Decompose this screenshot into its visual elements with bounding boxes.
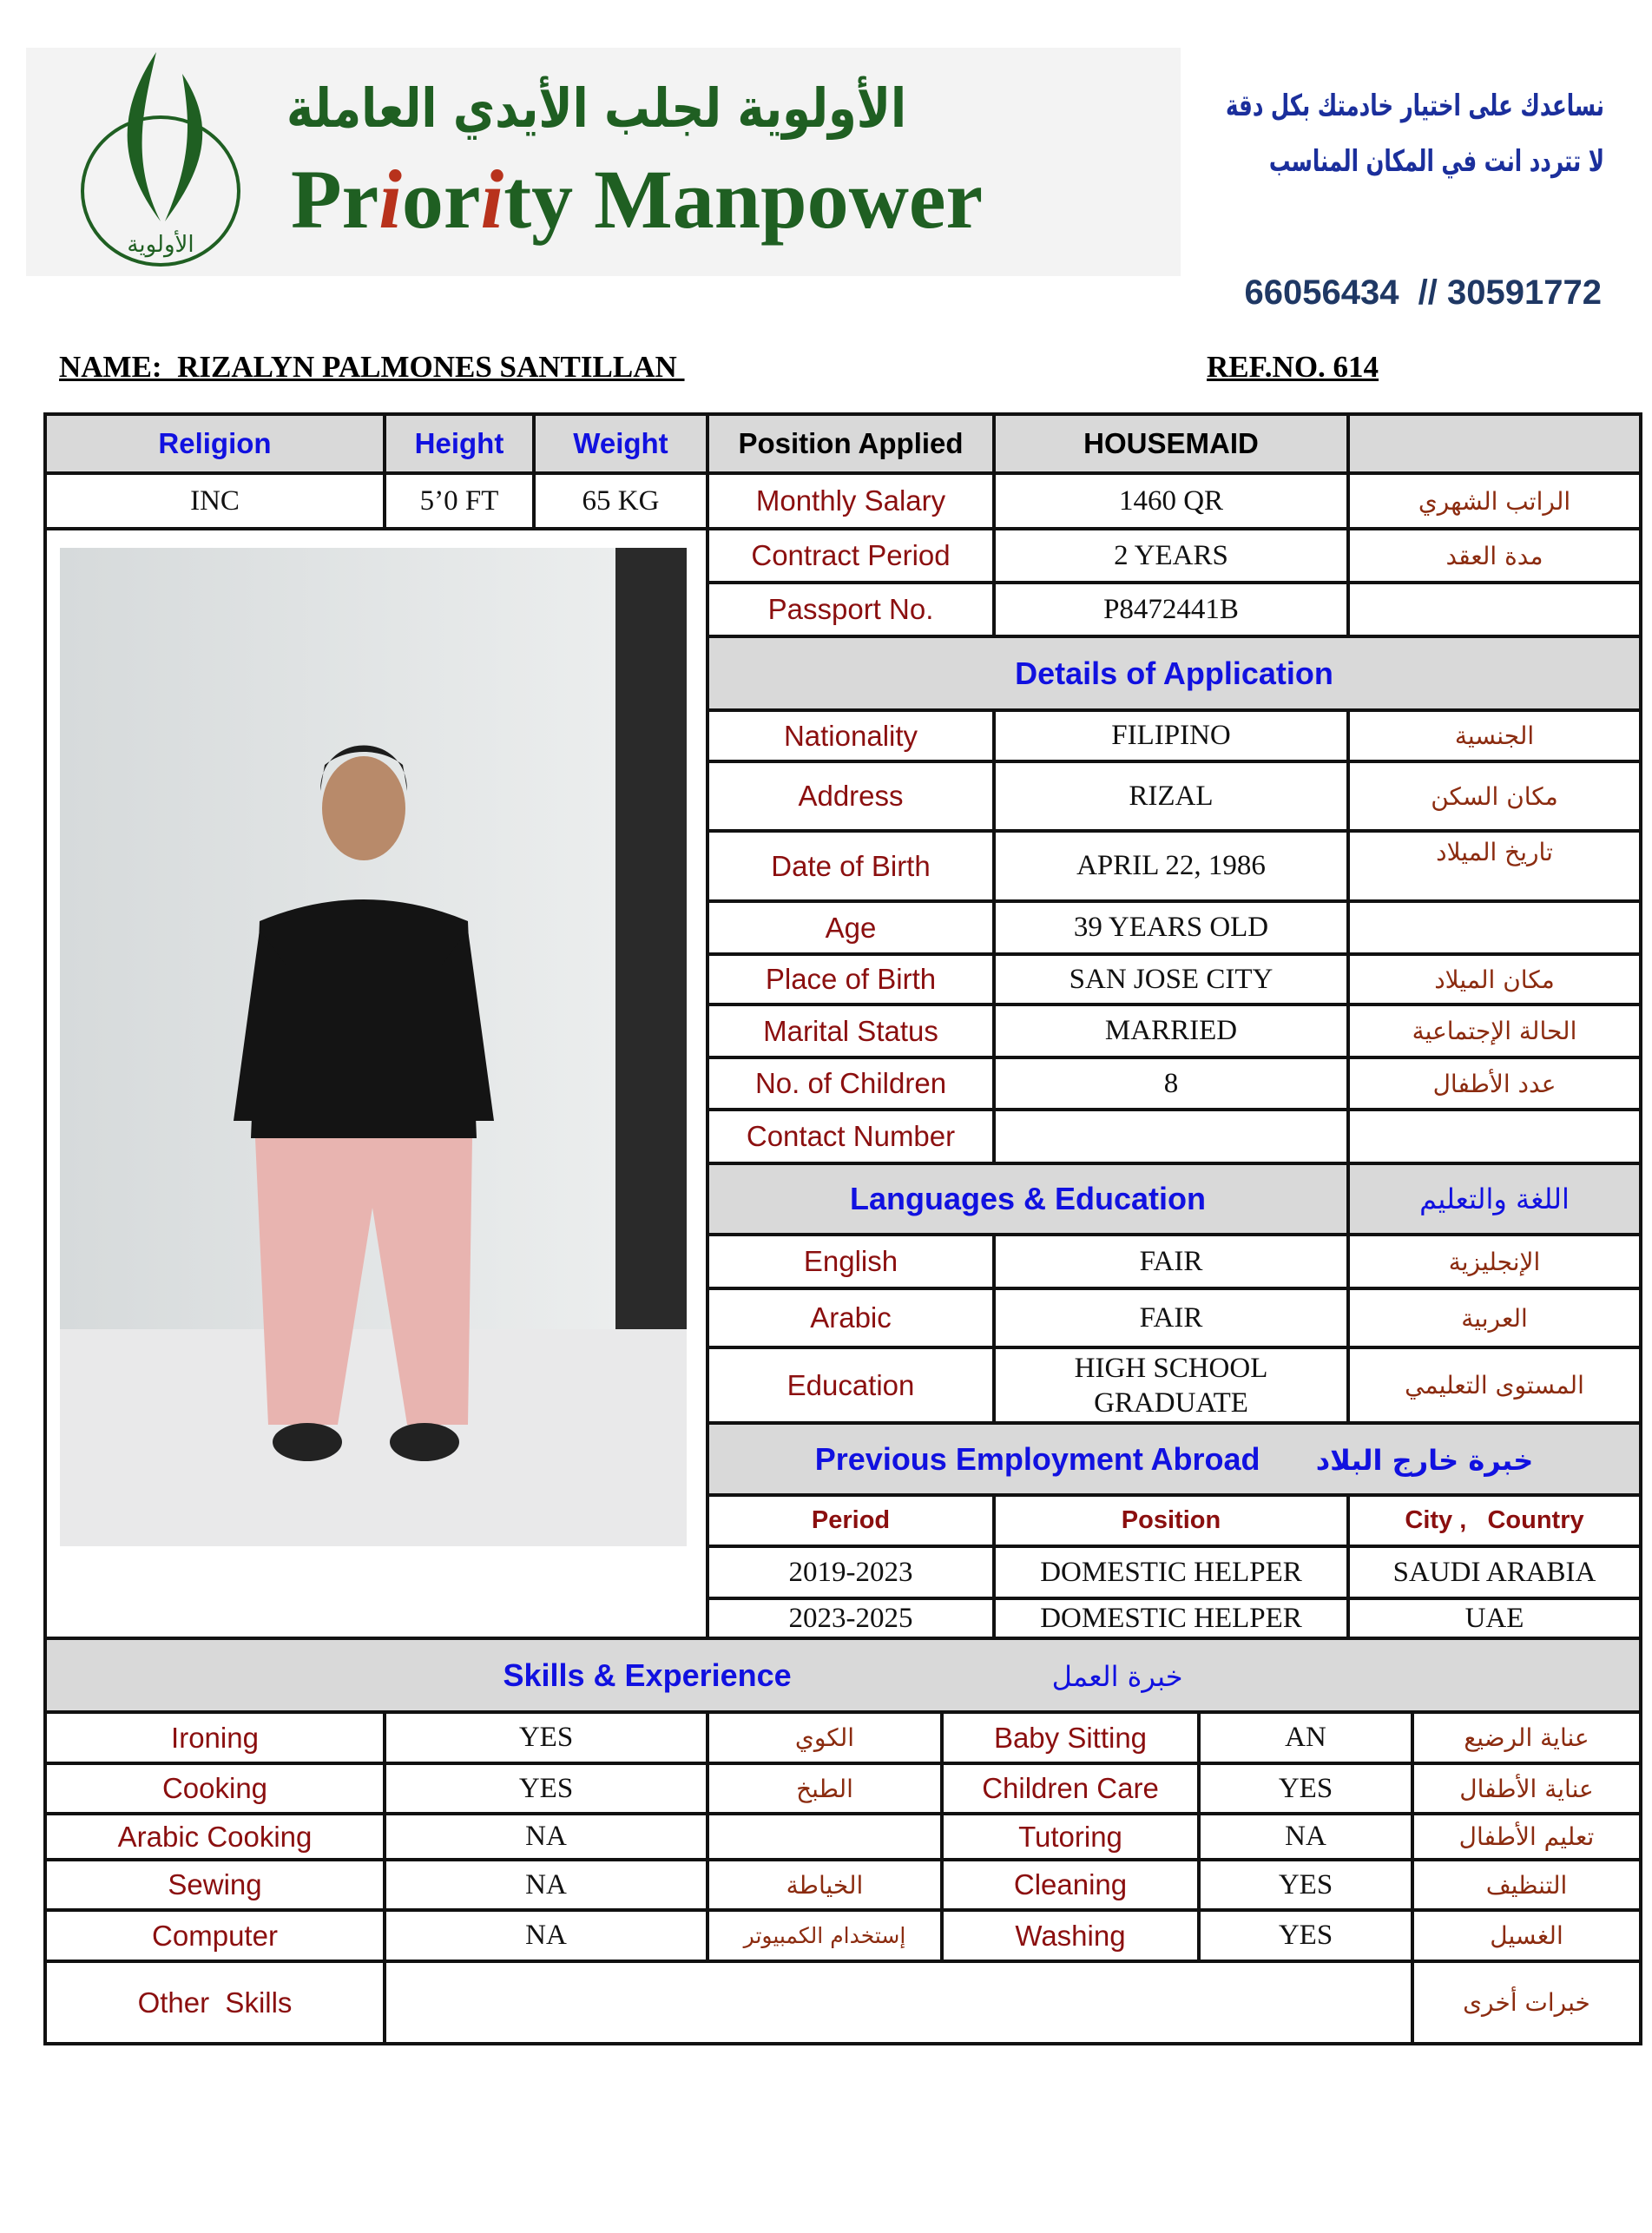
position-value: HOUSEMAID [994,414,1348,473]
application-table: Religion Height Weight Position Applied HOUSEMAID INC 5’0 FT 65 KG Monthly Salary 1460 QR الراتب الشهري Contract Period 2 YEARS مدة العقد Passport No. P8472441B Details of Application Nationality FILIPINO الجنسية Address RIZAL مكان السكن Date of Birth APRIL 22, 1986 تاريخ الميلاد Age 39 YEARS OLD Place of Birth SAN JOSE CITY مكان الميلاد Marital Status MARRIED الحالة الإجتماعية No. of Children 8 عدد الأطفال Contact Number Languages & Education اللغة والتعليم English FAIR الإنجليزية Arabic FAIR العربية Education HIGH SCHOOL GRADUATE المستوى التعليمي Previous Employment Abroad خبرة خارج البلاد Period Position City , Country 2019-2023 DOMESTIC HELPER SAUDI ARABIA 2023-2025 DOMESTIC HELPER UAE [43,412,1642,1640]
emblem-icon [61,48,269,276]
religion-value: INC [45,473,385,529]
skill-row: Arabic Cooking NA Tutoring NA تعليم الأطفال [45,1814,1641,1860]
candidate-name: NAME: RIZALYN PALMONES SANTILLAN [59,350,685,384]
phone-numbers: 66056434 // 30591772 [1244,273,1602,312]
skill-row: Computer NA إستخدام الكمبيوتر Washing YES الغسيل [45,1910,1641,1961]
other-skills-row: Other Skills خبرات أخرى [45,1961,1641,2044]
height-value: 5’0 FT [385,473,534,529]
skill-row: Cooking YES الطبخ Children Care YES عناية الأطفال [45,1763,1641,1814]
position-label: Position Applied [708,414,994,473]
employment-row: 2019-2023 DOMESTIC HELPER SAUDI ARABIA [45,1546,1641,1598]
weight-header: Weight [534,414,708,473]
salary-value: 1460 QR [994,473,1348,529]
logo-arabic-text: الأولوية لجلب الأيدي العاملة [286,76,907,140]
weight-value: 65 KG [534,473,708,529]
languages-section-title: Languages & Education [708,1163,1348,1235]
tagline: نساعدك على اختيار خادمتك بكل دقة لا تتردد انت في المكان المناسب [1225,89,1604,179]
employment-row: 2023-2025 DOMESTIC HELPER UAE [45,1598,1641,1638]
svg-text:الأولوية: الأولوية [127,232,194,258]
reference-number: REF.NO. 614 [1207,350,1379,384]
details-section-title: Details of Application [708,636,1641,710]
contract-value: 2 YEARS [994,529,1348,583]
height-header: Height [385,414,534,473]
company-logo [26,48,1181,276]
skill-row: Ironing YES الكوي Baby Sitting AN عناية الرضيع [45,1712,1641,1763]
skill-row: Sewing NA الخياطة Cleaning YES التنظيف [45,1860,1641,1910]
skills-section-title: Skills & Experience خبرة العمل [45,1638,1641,1712]
employment-section-title: Previous Employment Abroad خبرة خارج البلاد [708,1423,1641,1495]
religion-header: Religion [45,414,385,473]
logo-english-text: Priority Manpower [291,153,984,246]
person-photo-icon [60,548,687,1577]
passport-value: P8472441B [994,583,1348,636]
skills-table [43,1637,1642,2045]
candidate-photo [45,529,708,1638]
